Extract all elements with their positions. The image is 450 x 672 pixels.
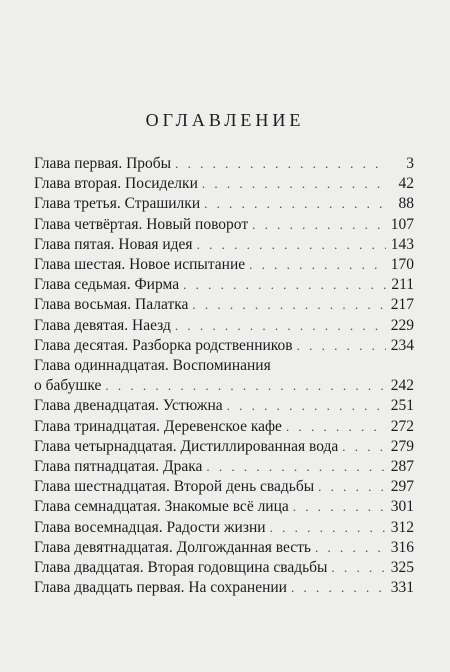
toc-entry[interactable] <box>34 518 414 538</box>
toc-leader-dots <box>331 558 386 578</box>
toc-entry-title: Глава тринадцатая. Деревенское кафе <box>34 417 282 435</box>
toc-entry-page: 297 <box>390 478 414 496</box>
toc-entry-title: Глава девятая. Наезд <box>34 316 171 334</box>
bleed-through-text <box>0 66 450 76</box>
toc-entry-page: 279 <box>390 437 414 455</box>
toc-leader-dots <box>270 518 386 538</box>
toc-entry[interactable] <box>34 417 414 437</box>
toc-entry[interactable] <box>34 235 414 255</box>
toc-entry[interactable] <box>34 275 414 295</box>
toc-entry-page: 143 <box>390 235 414 253</box>
table-of-contents <box>34 154 414 598</box>
toc-entry[interactable] <box>34 316 414 336</box>
toc-entry-title: Глава пятая. Новая идея <box>34 235 193 253</box>
toc-entry[interactable] <box>34 356 414 396</box>
toc-entry[interactable] <box>34 396 414 416</box>
toc-entry-page: 242 <box>390 377 414 395</box>
toc-entry-page: 211 <box>391 276 414 294</box>
toc-entry-page: 3 <box>406 155 414 172</box>
toc-entry-title: Глава десятая. Разборка родственников <box>34 336 293 354</box>
toc-entry-page: 287 <box>390 458 414 476</box>
toc-entry-title: Глава четвёртая. Новый поворот <box>34 215 249 233</box>
toc-entry-page: 229 <box>390 316 414 334</box>
toc-leader-dots <box>192 295 386 315</box>
toc-entry-page: 331 <box>390 579 414 597</box>
toc-entry[interactable] <box>34 437 414 457</box>
toc-entry-page: 301 <box>390 498 414 516</box>
toc-leader-dots <box>293 497 386 517</box>
toc-entry-title: Глава первая. Пробы <box>34 155 172 172</box>
toc-entry-page: 88 <box>398 195 414 213</box>
toc-leader-dots <box>286 417 386 437</box>
toc-entry-page: 312 <box>390 518 414 536</box>
toc-leader-dots <box>105 376 386 396</box>
toc-entry-page: 251 <box>390 397 414 415</box>
toc-entry-title: Глава девятнадцатая. Долгожданная весть <box>34 538 311 556</box>
toc-entry-title: Глава восьмая. Палатка <box>34 296 189 314</box>
toc-leader-dots <box>197 235 386 255</box>
toc-entry[interactable] <box>34 578 414 598</box>
toc-entry[interactable] <box>34 255 414 275</box>
toc-entry[interactable] <box>34 194 414 214</box>
toc-leader-dots <box>202 174 386 194</box>
toc-entry[interactable] <box>34 497 414 517</box>
toc-entry-title: Глава седьмая. Фирма <box>34 276 180 294</box>
toc-entry-page: 107 <box>390 215 414 233</box>
toc-entry-title: Глава одиннадцатая. Воспоминания <box>34 357 271 375</box>
toc-entry[interactable] <box>34 295 414 315</box>
toc-entry[interactable] <box>34 457 414 477</box>
toc-entry-title: Глава четырнадцатая. Дистиллированная вода <box>34 437 339 455</box>
toc-entry-page: 217 <box>390 296 414 314</box>
toc-leader-dots <box>297 336 386 356</box>
toc-leader-dots <box>175 154 386 174</box>
toc-entry-title: Глава двадцать первая. На сохранении <box>34 579 287 597</box>
toc-leader-dots <box>315 538 386 558</box>
toc-entry-title: Глава восемнадцая. Радости жизни <box>34 518 266 536</box>
toc-entry-page: 272 <box>390 417 414 435</box>
toc-entry[interactable] <box>34 154 414 174</box>
toc-entry-title: Глава шестая. Новое испытание <box>34 256 246 274</box>
toc-entry-page: 325 <box>390 559 414 577</box>
toc-entry-title-continued: о бабушке <box>34 377 102 395</box>
toc-leader-dots <box>249 255 386 275</box>
toc-leader-dots <box>206 457 386 477</box>
toc-entry-title: Глава двенадцатая. Устюжна <box>34 397 223 415</box>
toc-entry-title: Глава пятнадцатая. Драка <box>34 458 203 476</box>
toc-entry-title: Глава третья. Страшилки <box>34 195 201 213</box>
toc-entry-title: Глава шестнадцатая. Второй день свадьбы <box>34 478 315 496</box>
toc-leader-dots <box>175 316 386 336</box>
toc-entry[interactable] <box>34 215 414 235</box>
toc-entry-page: 234 <box>390 336 414 354</box>
toc-entry[interactable] <box>34 477 414 497</box>
toc-entry-title: Глава семнадцатая. Знакомые всё лица <box>34 498 289 516</box>
toc-entry[interactable] <box>34 558 414 578</box>
toc-entry-page: 170 <box>390 256 414 274</box>
toc-entry-title: Глава двадцатая. Вторая годовщина свадьбы <box>34 559 328 577</box>
toc-leader-dots <box>252 215 386 235</box>
toc-leader-dots <box>342 437 386 457</box>
toc-leader-dots <box>204 194 386 214</box>
toc-entry-page: 316 <box>390 538 414 556</box>
toc-entry[interactable] <box>34 174 414 194</box>
toc-leader-dots <box>183 275 386 295</box>
page-title: ОГЛАВЛЕНИЕ <box>145 110 305 131</box>
toc-entry[interactable] <box>34 538 414 558</box>
toc-entry-title: Глава вторая. Посиделки <box>34 175 198 193</box>
toc-entry[interactable] <box>34 336 414 356</box>
toc-leader-dots <box>291 578 386 598</box>
toc-leader-dots <box>227 396 386 416</box>
toc-leader-dots <box>318 477 386 497</box>
toc-entry-page: 42 <box>398 175 414 193</box>
